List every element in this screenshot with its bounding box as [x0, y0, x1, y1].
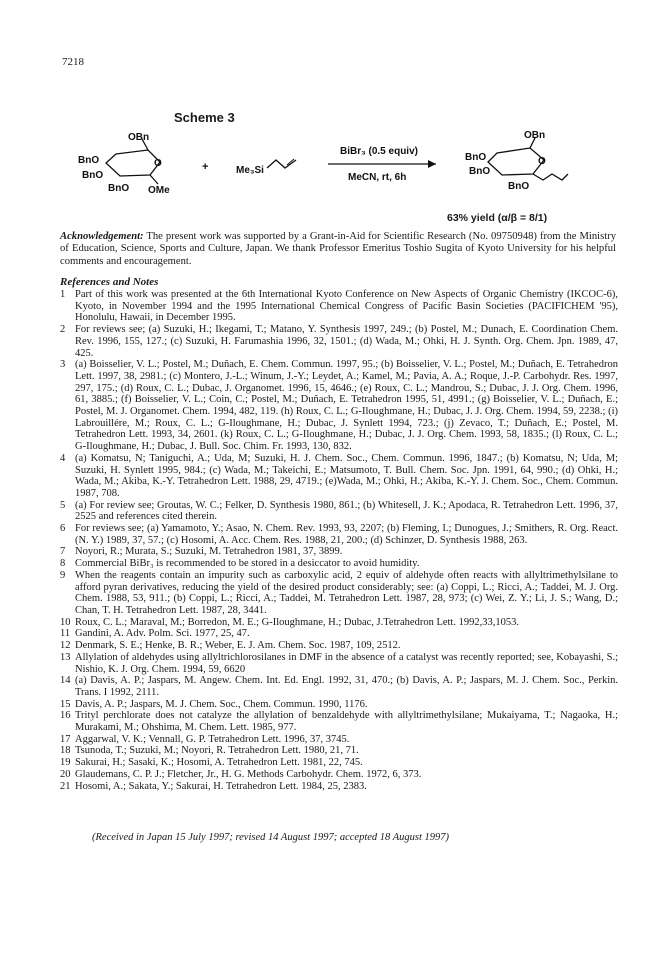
reference-number: 12	[60, 640, 71, 652]
reference-number: 18	[60, 745, 71, 757]
reference-number: 11	[60, 628, 71, 640]
acknowledgement-text: The present work was supported by a Grant-in-Aid for Scientific Research (No. 09750948) from the Ministry of Education, Science, Sports and Culture, Japan. We thank Professor Emeritus Toshio Sugita of Kyoto University for his helpful comments and encouragement.	[60, 231, 616, 267]
reference-number: 19	[60, 757, 71, 769]
reference-number: 20	[60, 768, 71, 780]
reference-text: For reviews see; (a) Yamamoto, Y.; Asao, N. Chem. Rev. 1993, 93, 2207; (b) Fleming, I.; Dunogues, J.; Smithers, R. Org. React. (N. Y.) 1989, 37, 57.; (c) Hosomi, A. Acc. Chem. Res. 1988, 21, 200.; (d) Schinzer, D. Synthesis 1988, 263.	[75, 523, 618, 546]
acknowledgement	[60, 231, 616, 268]
reference-text: Glaudemans, C. P. J.; Fletcher, Jr., H. G. Methods Carbohydr. Chem. 1972, 6, 373.	[75, 768, 422, 780]
reference-number: 2	[60, 324, 66, 336]
conditions-below: MeCN, rt, 6h	[348, 172, 407, 183]
reference-text: Denmark, S. E.; Henke, B. R.; Weber, E. J. Am. Chem. Soc. 1987, 109, 2512.	[75, 640, 401, 652]
reference-number: 13	[60, 651, 71, 663]
reference-number: 9	[60, 569, 66, 581]
reference-number: 15	[60, 698, 71, 710]
reference-text: (a) For review see; Groutas, W. C.; Felker, D. Synthesis 1980, 861.; (b) Whitesell, J. K.; Apodaca, R. Tetrahedron Lett. 1996, 37, 2525 and references cited therein.	[75, 499, 618, 523]
reference-text: Tsunoda, T.; Suzuki, M.; Noyori, R. Tetrahedron Lett. 1980, 21, 71.	[75, 745, 359, 757]
plus-sign: +	[202, 161, 209, 173]
reference-item	[60, 710, 618, 733]
reference-number: 3	[60, 359, 66, 371]
reference-text: Gandini, A. Adv. Polm. Sci. 1977, 25, 47.	[75, 628, 250, 640]
reference-item	[60, 675, 618, 698]
reference-text: Sakurai, H.; Sasaki, K.; Hosomi, A. Tetrahedron Lett. 1981, 22, 745.	[75, 757, 363, 769]
reference-text: (a) Davis, A. P.; Jaspars, M. Angew. Chem. Int. Ed. Engl. 1992, 31, 470.; (b) Davis, A. P.; Jaspars, M. J. Chem. Soc., Perkin. Trans. I 1992, 2111.	[75, 675, 618, 698]
reference-item	[60, 453, 618, 500]
reference-text: Hosomi, A.; Sakata, Y.; Sakurai, H. Tetrahedron Lett. 1984, 25, 2383.	[75, 780, 367, 792]
reference-item	[60, 652, 618, 675]
product-obn: OBn	[524, 130, 546, 141]
references-list	[60, 289, 618, 792]
product-bno-3: BnO	[508, 181, 530, 192]
reference-item	[60, 745, 618, 757]
reference-number: 14	[60, 675, 71, 687]
reactant-bno-3: BnO	[108, 183, 130, 194]
reference-item	[60, 289, 618, 324]
yield-label: 63% yield (α/β = 8/1)	[447, 212, 548, 224]
reference-text: Noyori, R.; Murata, S.; Suzuki, M. Tetrahedron 1981, 37, 3899.	[75, 546, 343, 558]
reactant-obn: OBn	[128, 132, 150, 143]
reference-item	[60, 359, 618, 453]
reference-item	[60, 781, 618, 793]
reference-number: 16	[60, 710, 71, 722]
reference-number: 10	[60, 616, 71, 628]
product-ring-o: O	[538, 156, 546, 167]
reference-item	[60, 734, 618, 746]
reference-number: 8	[60, 558, 66, 570]
received-dates: (Received in Japan 15 July 1997; revised 14 August 1997; accepted 18 August 1997)	[92, 832, 450, 843]
reference-number: 6	[60, 523, 66, 535]
acknowledgement-lead: Acknowledgement:	[60, 231, 144, 242]
reference-number: 5	[60, 499, 66, 511]
reference-text: For reviews see; (a) Suzuki, H.; Ikegami, T.; Matano, Y. Synthesis 1997, 249.; (b) Postel, M.; Dunach, E. Coordination Chem. Rev. 1996, 155, 127.; (c) Suzuki, H. Farumashia 1996, 32, 1501.; (d) Wada, M.; Ohki, H. J. Synth. Org. Chem. Jpn. 1989, 47, 425.	[75, 324, 618, 359]
reactant-bno-2: BnO	[82, 170, 104, 181]
reference-text: Trityl perchlorate does not catalyze the allylation of benzaldehyde with allyltrimethylsilane; Mukaiyama, T.; Nagaoka, H.; Murakami, M.; Ohshima, M. Chem. Lett. 1985, 977.	[75, 710, 618, 734]
reference-item	[60, 628, 618, 640]
reactant-structure	[106, 139, 160, 184]
reactant-bno-1: BnO	[78, 155, 100, 166]
scheme-title: Scheme 3	[174, 110, 235, 125]
reaction-arrowhead	[428, 160, 436, 168]
reference-item	[60, 546, 618, 558]
references-heading: References and Notes	[60, 276, 159, 288]
product-structure	[488, 138, 568, 180]
reference-item	[60, 640, 618, 652]
reference-item	[60, 558, 618, 570]
reference-text: Davis, A. P.; Jaspars, M. J. Chem. Soc., Chem. Commun. 1990, 1176.	[75, 698, 368, 710]
reference-number: 17	[60, 733, 71, 745]
reference-item	[60, 699, 618, 711]
conditions-above: BiBr₃ (0.5 equiv)	[340, 146, 418, 157]
reference-text: Roux, C. L.; Maraval, M.; Borredon, M. E.; G-Iloughmane, H.; Dubac, J.Tetrahedron Lett. 1992,33,1053.	[75, 616, 519, 628]
reference-item	[60, 324, 618, 359]
reference-text: (a) Boisselier, V. L.; Postel, M.; Duñach, E. Chem. Commun. 1997, 95.; (b) Boisselier, V. L.; Postel, M.; Duñach, E. Tetrahedron Lett. 1997, 38, 2981.; (c) Montero, J.-L.; Winum, J.-Y.; Leydet, A.; Kamel, M.; Pavia, A. A.; Roque, J.-P. Carbohydr. Res. 1997, 297, 175.; (d) Roux, C. L.; Dubac, J. Organomet. 1996, 15, 4646.; (e) Roux, C. L.; Mandrou, S.; Dubac, J. J. Org. Chem. 1996, 61, 3885.; (f) Boisselier, V. L.; Coin, C.; Postel, M.; Duñach, E. Tetrahedron 1995, 51, 4991.; (g) Boisselier, V. L.; Duñach, E.; Postel, M. J. Organomet. Chem. 1994, 482, 119. (h) Roux, C. L.; G-Iloughmane, H.; Dubac, J. J. Org. Chem. 1994, 59, 2238.; (i) Labrouillére, M.; Roux, C. L.; G-Iloughmane, H.; Dubac, J. Synlett 1994, 723.; (j) Zevaco, T.; Duñach, E.; Postel, M. Tetrahedron Lett. 1993, 34, 2601. (k) Roux, C. L.; G-Iloughmane, H.; Dubac, J. J. Org. Chem. 1993, 58, 1835.; (l) Roux, C. L.; G-Iloughmane, H.; Dubac, J. Bull. Soc. Chim. Fr. 1993, 130, 832.	[75, 359, 618, 453]
reference-text: Allylation of aldehydes using allyltrichlorosilanes in DMF in the absence of a catalyst was recently reported; see, Kobayashi, S.; Nishio, K. J. Org. Chem. 1994, 59, 6620	[75, 651, 618, 675]
page-number: 7218	[62, 56, 84, 68]
reference-item	[60, 570, 618, 617]
reactant-ome: OMe	[148, 185, 170, 196]
reference-text: When the reagents contain an impurity such as carboxylic acid, 2 equiv of aldehyde often reacts with allyltrimethylsilane to afford pyran derivatives, reducing the yield of the desired product considerably; see: (a) Coppi, L.; Ricci, A.; Taddei, M. J. Org. Chem. 1988, 53, 911.; (b) Coppi, L.; Ricci, A.; Taddei, M. Tetrahedron Lett. 1987, 28, 973; (c) Wei, Z. Y.; Li, J. S.; Wang, D.; Chan, T. H. Tetrahedron Lett. 1987, 28, 3441.	[75, 569, 618, 616]
reference-text: (a) Komatsu, N; Taniguchi, A.; Uda, M; Suzuki, H. J. Chem. Soc., Chem. Commun. 1996, 1847.; (b) Komatsu, N; Uda, M; Suzuki, H. Synlett 1995, 984.; (c) Wada, M.; Takeichi, E.; Matsumoto, T. Bull. Chem. Soc. Jpn. 1991, 64, 990.; (d) Ohki, H.; Wada, M.; Akiba, K.-Y. Tetrahedron Lett. 1988, 29, 4719.; (e)Wada, M.; Ohki, H.; Akiba, K.-Y. J. Chem. Soc., Chem. Commun. 1987, 708.	[75, 452, 618, 499]
reference-item	[60, 769, 618, 781]
reactant-ring-o: O	[154, 158, 162, 169]
reference-text: Commercial BiBr₃ is recommended to be stored in a desiccator to avoid humidity.	[75, 558, 420, 570]
reference-text: Aggarwal, V. K.; Vennall, G. P. Tetrahedron Lett. 1996, 37, 3745.	[75, 733, 350, 745]
reference-item	[60, 757, 618, 769]
reference-number: 4	[60, 452, 66, 464]
allylsilane-label: Me₃Si	[236, 165, 264, 176]
reference-item	[60, 523, 618, 546]
reference-item	[60, 617, 618, 629]
reference-text: Part of this work was presented at the 6th International Kyoto Conference on New Aspects of Organic Chemistry (IKCOC-6), Kyoto, in November 1994 and the 1995 International Chemical Congress of Pacific Basin Societies (PACIFICHEM '95), Honolulu, Hawaii, in December 1995.	[75, 289, 618, 324]
product-bno-1: BnO	[465, 152, 487, 163]
reference-number: 21	[60, 780, 71, 792]
reference-item	[60, 500, 618, 523]
reference-number: 7	[60, 546, 66, 558]
reference-number: 1	[60, 289, 66, 300]
allyl-chain	[267, 159, 296, 168]
product-bno-2: BnO	[469, 166, 491, 177]
